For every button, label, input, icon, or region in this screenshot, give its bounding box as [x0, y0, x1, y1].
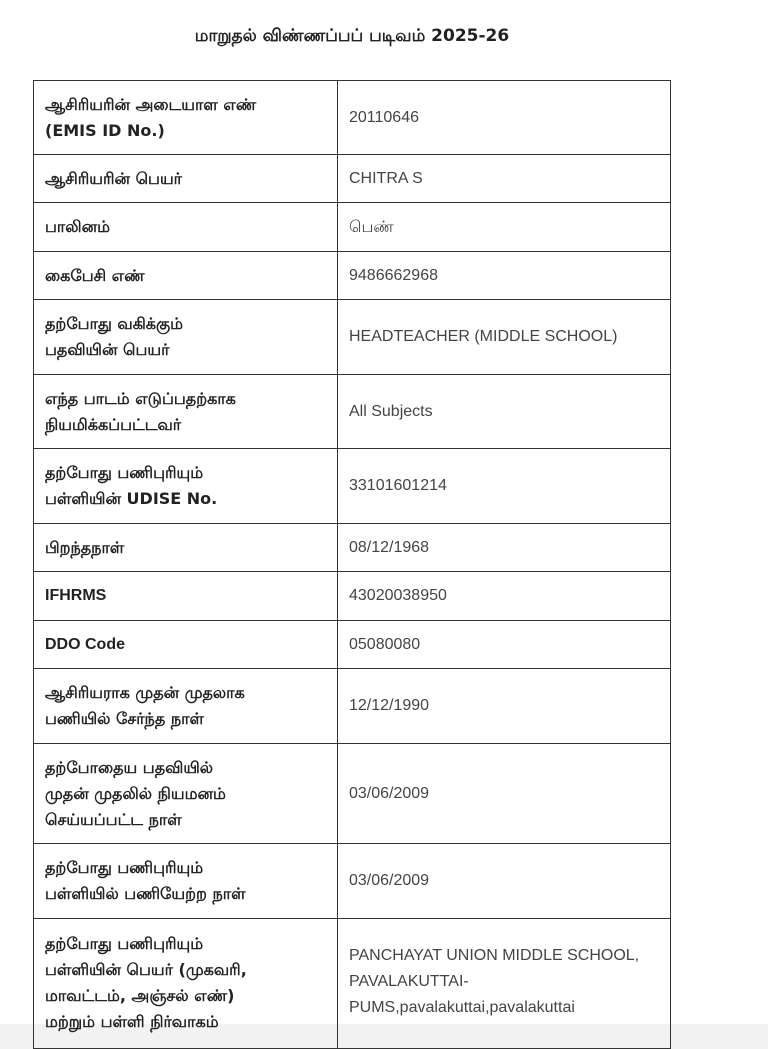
- teacher-details-table: [33, 80, 671, 1049]
- ifhrms-label: IFHRMS: [34, 572, 338, 621]
- table-row: [34, 669, 671, 744]
- table-row: [34, 300, 671, 375]
- ddo-code-label: DDO Code: [34, 621, 338, 669]
- table-row: [34, 449, 671, 524]
- teacher-name-label: ஆசிரியரின் பெயர்: [34, 155, 338, 203]
- emis-id-label: ஆசிரியரின் அடையாள எண் (EMIS ID No.): [34, 81, 338, 155]
- table-row: [34, 375, 671, 449]
- school-udise-label: தற்போது பணிபுரியும் பள்ளியின் UDISE No.: [34, 449, 338, 524]
- emis-id-value: 20110646: [338, 81, 671, 155]
- school-name-address-value: PANCHAYAT UNION MIDDLE SCHOOL, PAVALAKUTTAI- PUMS,pavalakuttai,pavalakuttai: [338, 919, 671, 1049]
- ddo-code-value: 05080080: [338, 621, 671, 669]
- table-row: [34, 744, 671, 844]
- mobile-number-value: 9486662968: [338, 252, 671, 300]
- subject-label: எந்த பாடம் எடுப்பதற்காக நியமிக்கப்பட்டவர்: [34, 375, 338, 449]
- table-row: [34, 621, 671, 669]
- mobile-number-label: கைபேசி எண்: [34, 252, 338, 300]
- first-appointment-date-label: ஆசிரியராக முதன் முதலாக பணியில் சேர்ந்த நாள்: [34, 669, 338, 744]
- ifhrms-value: 43020038950: [338, 572, 671, 621]
- teacher-name-value: CHITRA S: [338, 155, 671, 203]
- gender-label: பாலினம்: [34, 203, 338, 252]
- school-name-address-label: தற்போது பணிபுரியும் பள்ளியின் பெயர் (முகவரி, மாவட்டம், அஞ்சல் எண்) மற்றும் பள்ளி நிர்வாகம்: [34, 919, 338, 1049]
- table-row: [34, 572, 671, 621]
- birth-date-value: 08/12/1968: [338, 524, 671, 572]
- joining-current-school-date-value: 03/06/2009: [338, 844, 671, 919]
- gender-value: பெண்: [338, 203, 671, 252]
- table-row: [34, 524, 671, 572]
- joining-current-school-date-label: தற்போது பணிபுரியும் பள்ளியில் பணியேற்ற நாள்: [34, 844, 338, 919]
- designation-label: தற்போது வகிக்கும் பதவியின் பெயர்: [34, 300, 338, 375]
- school-udise-value: 33101601214: [338, 449, 671, 524]
- table-row: [34, 203, 671, 252]
- subject-value: All Subjects: [338, 375, 671, 449]
- first-appointment-date-value: 12/12/1990: [338, 669, 671, 744]
- table-row: [34, 155, 671, 203]
- table-row: [34, 919, 671, 1049]
- table-row: [34, 81, 671, 155]
- table-row: [34, 844, 671, 919]
- designation-value: HEADTEACHER (MIDDLE SCHOOL): [338, 300, 671, 375]
- current-post-appointment-date-value: 03/06/2009: [338, 744, 671, 844]
- form-title: மாறுதல் விண்ணப்பப் படிவம் 2025-26: [194, 26, 510, 46]
- birth-date-label: பிறந்தநாள்: [34, 524, 338, 572]
- table-row: [34, 252, 671, 300]
- current-post-appointment-date-label: தற்போதைய பதவியில் முதன் முதலில் நியமனம் செய்யப்பட்ட நாள்: [34, 744, 338, 844]
